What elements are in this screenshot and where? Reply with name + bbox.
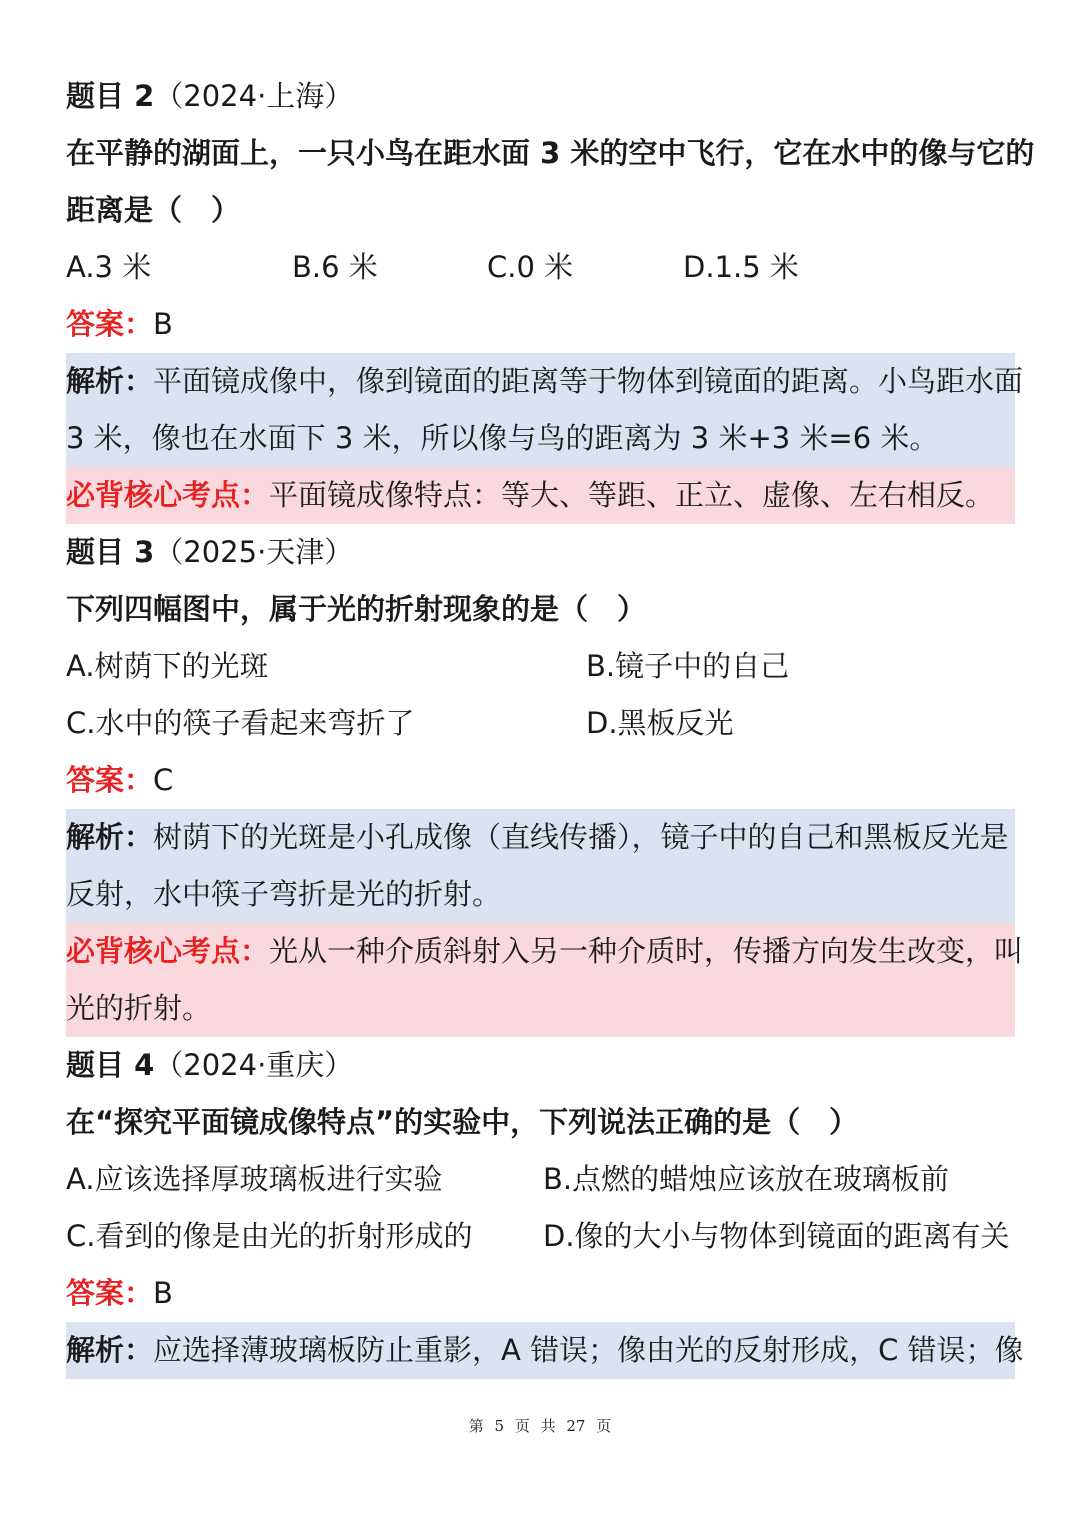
option-d: D.1.5 米 (683, 250, 799, 284)
key-point-label: 必背核心考点： (66, 934, 270, 968)
answer-value: B (153, 307, 173, 341)
question-2-header (66, 68, 1015, 125)
answer-line (66, 1265, 1015, 1322)
answer-line (66, 296, 1015, 353)
option-a: A.应该选择厚玻璃板进行实验 (66, 1162, 443, 1196)
analysis-block (66, 1322, 1024, 1379)
question-label: 题目 4 (66, 1048, 155, 1082)
question-source: （2024·上海） (154, 79, 354, 113)
analysis-label: 解析： (66, 364, 154, 398)
analysis-text: 3 米，像也在水面下 3 米，所以像与鸟的距离为 3 米+3 米=6 米。 (66, 421, 939, 455)
option-c: C.0 米 (487, 250, 574, 284)
option-c: C.看到的像是由光的折射形成的 (66, 1219, 473, 1253)
analysis-block (66, 353, 1024, 467)
question-options (66, 1208, 1015, 1265)
option-d: D.黑板反光 (586, 706, 734, 740)
key-point-text: 光的折射。 (66, 991, 212, 1025)
question-options (66, 1151, 1015, 1208)
option-b: B.镜子中的自己 (586, 649, 790, 683)
key-point-block (66, 923, 1024, 1037)
answer-value: C (153, 763, 174, 797)
analysis-text: 树荫下的光斑是小孔成像（直线传播），镜子中的自己和黑板反光是 (153, 820, 1009, 854)
question-label: 题目 3 (66, 535, 155, 569)
question-stem: 在平静的湖面上，一只小鸟在距水面 3 米的空中飞行，它在水中的像与它的 (66, 136, 1035, 170)
analysis-text: 平面镜成像中，像到镜面的距离等于物体到镜面的距离。小鸟距水面 (153, 364, 1024, 398)
answer-label: 答案： (66, 763, 154, 797)
key-point-label: 必背核心考点： (66, 478, 270, 512)
question-options (66, 638, 1015, 695)
option-c: C.水中的筷子看起来弯折了 (66, 706, 415, 740)
question-options (66, 695, 1015, 752)
answer-label: 答案： (66, 307, 154, 341)
answer-label: 答案： (66, 1276, 154, 1310)
answer-value: B (153, 1276, 173, 1310)
answer-line (66, 752, 1015, 809)
question-3-header (66, 524, 1015, 581)
analysis-text: 应选择薄玻璃板防止重影，A 错误；像由光的反射形成，C 错误；像 (153, 1333, 1024, 1367)
key-point-text: 光从一种介质斜射入另一种介质时，传播方向发生改变，叫 (269, 934, 1024, 968)
question-stem: 距离是（ ） (66, 193, 241, 227)
page-footer: 第 5 页 共 27 页 (468, 1417, 612, 1435)
question-stem: 在“探究平面镜成像特点”的实验中，下列说法正确的是（ ） (66, 1105, 859, 1139)
option-d: D.像的大小与物体到镜面的距离有关 (543, 1219, 1010, 1253)
analysis-label: 解析： (66, 1333, 154, 1367)
analysis-label: 解析： (66, 820, 154, 854)
question-source: （2025·天津） (154, 535, 354, 569)
key-point-text: 平面镜成像特点：等大、等距、正立、虚像、左右相反。 (269, 478, 995, 512)
analysis-block (66, 809, 1015, 923)
question-source: （2024·重庆） (154, 1048, 354, 1082)
question-4-header (66, 1037, 1015, 1094)
analysis-text: 反射，水中筷子弯折是光的折射。 (66, 877, 502, 911)
key-point-block (66, 467, 1015, 524)
option-b: B.点燃的蜡烛应该放在玻璃板前 (543, 1162, 950, 1196)
option-b: B.6 米 (292, 250, 378, 284)
option-a: A.树荫下的光斑 (66, 649, 269, 683)
question-stem: 下列四幅图中，属于光的折射现象的是（ ） (66, 592, 647, 626)
option-a: A.3 米 (66, 250, 152, 284)
page-content (66, 68, 1035, 1379)
question-options (66, 239, 1015, 296)
question-label: 题目 2 (66, 79, 155, 113)
